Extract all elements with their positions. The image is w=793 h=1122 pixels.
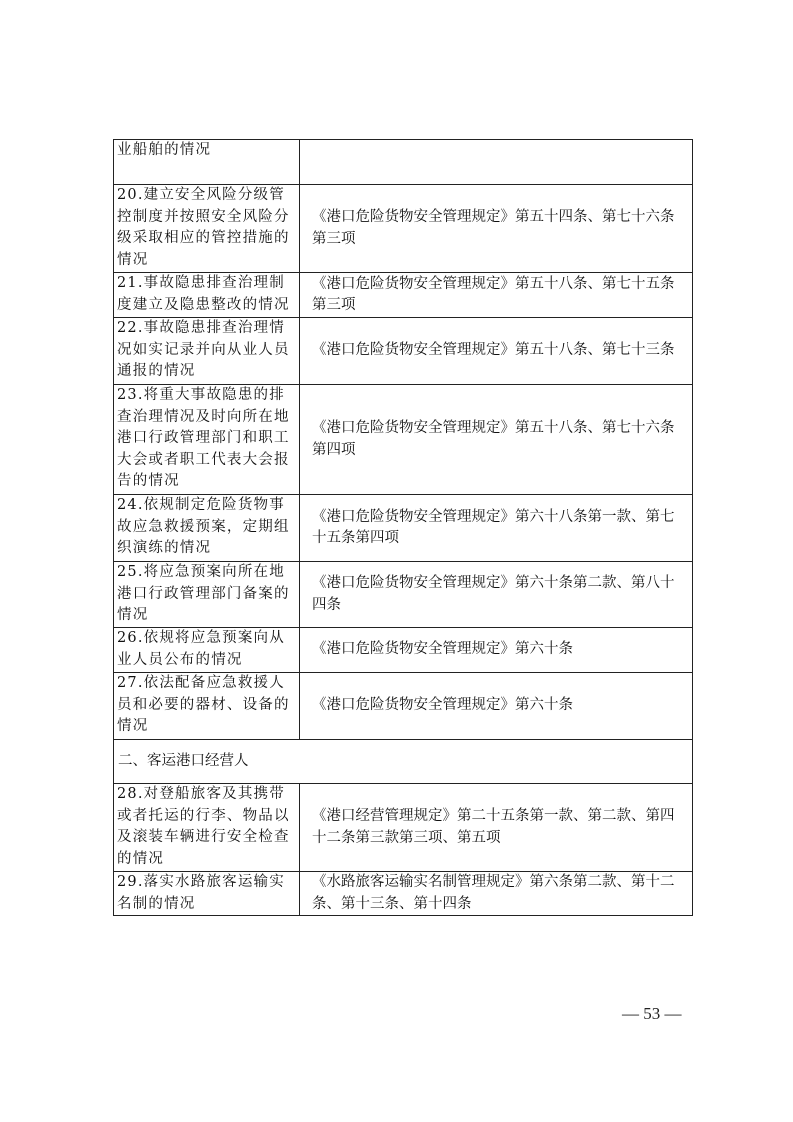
legal-basis-cell: 《港口危险货物安全管理规定》第五十四条、第七十六条第三项 (300, 185, 693, 273)
item-description-cell: 业船舶的情况 (114, 140, 300, 185)
legal-basis-cell: 《港口危险货物安全管理规定》第五十八条、第七十六条第四项 (300, 385, 693, 495)
item-description-cell: 20.建立安全风险分级管控制度并按照安全风险分级采取相应的管控措施的情况 (114, 185, 300, 273)
table-row (114, 318, 693, 385)
item-description-cell: 21.事故隐患排查治理制度建立及隐患整改的情况 (114, 273, 300, 318)
item-description-cell: 22.事故隐患排查治理情况如实记录并向从业人员通报的情况 (114, 318, 300, 385)
regulation-table (113, 139, 693, 916)
table-row (114, 140, 693, 185)
legal-basis-cell: 《水路旅客运输实名制管理规定》第六条第二款、第十二条、第十三条、第十四条 (300, 872, 693, 916)
table-row (114, 784, 693, 872)
legal-basis-cell: 《港口危险货物安全管理规定》第六十条第二款、第八十四条 (300, 562, 693, 628)
item-description-cell: 24.依规制定危险货物事故应急救援预案，定期组织演练的情况 (114, 495, 300, 562)
table-row (114, 385, 693, 495)
table-row (114, 273, 693, 318)
legal-basis-cell: 《港口经营管理规定》第二十五条第一款、第二款、第四十二条第三款第三项、第五项 (300, 784, 693, 872)
table-row (114, 628, 693, 673)
legal-basis-cell: 《港口危险货物安全管理规定》第六十条 (300, 628, 693, 673)
item-description-cell: 28.对登船旅客及其携带或者托运的行李、物品以及滚装车辆进行安全检查的情况 (114, 784, 300, 872)
item-description-cell: 29.落实水路旅客运输实名制的情况 (114, 872, 300, 916)
item-description-cell: 25.将应急预案向所在地港口行政管理部门备案的情况 (114, 562, 300, 628)
item-description-cell: 27.依法配备应急救援人员和必要的器材、设备的情况 (114, 673, 300, 740)
table-row (114, 562, 693, 628)
legal-basis-cell (300, 140, 693, 185)
section-heading: 二、客运港口经营人 (114, 740, 693, 784)
legal-basis-cell: 《港口危险货物安全管理规定》第五十八条、第七十三条 (300, 318, 693, 385)
page-number: — 53 — (622, 1004, 682, 1023)
item-description-cell: 23.将重大事故隐患的排查治理情况及时向所在地港口行政管理部门和职工大会或者职工代表大会报告的情况 (114, 385, 300, 495)
item-description-cell: 26.依规将应急预案向从业人员公布的情况 (114, 628, 300, 673)
table-row (114, 185, 693, 273)
table-row (114, 495, 693, 562)
regulation-table-body (114, 140, 693, 916)
table-row (114, 872, 693, 916)
legal-basis-cell: 《港口危险货物安全管理规定》第六十八条第一款、第七十五条第四项 (300, 495, 693, 562)
legal-basis-cell: 《港口危险货物安全管理规定》第五十八条、第七十五条第三项 (300, 273, 693, 318)
table-row (114, 673, 693, 740)
legal-basis-cell: 《港口危险货物安全管理规定》第六十条 (300, 673, 693, 740)
section-row (114, 740, 693, 784)
